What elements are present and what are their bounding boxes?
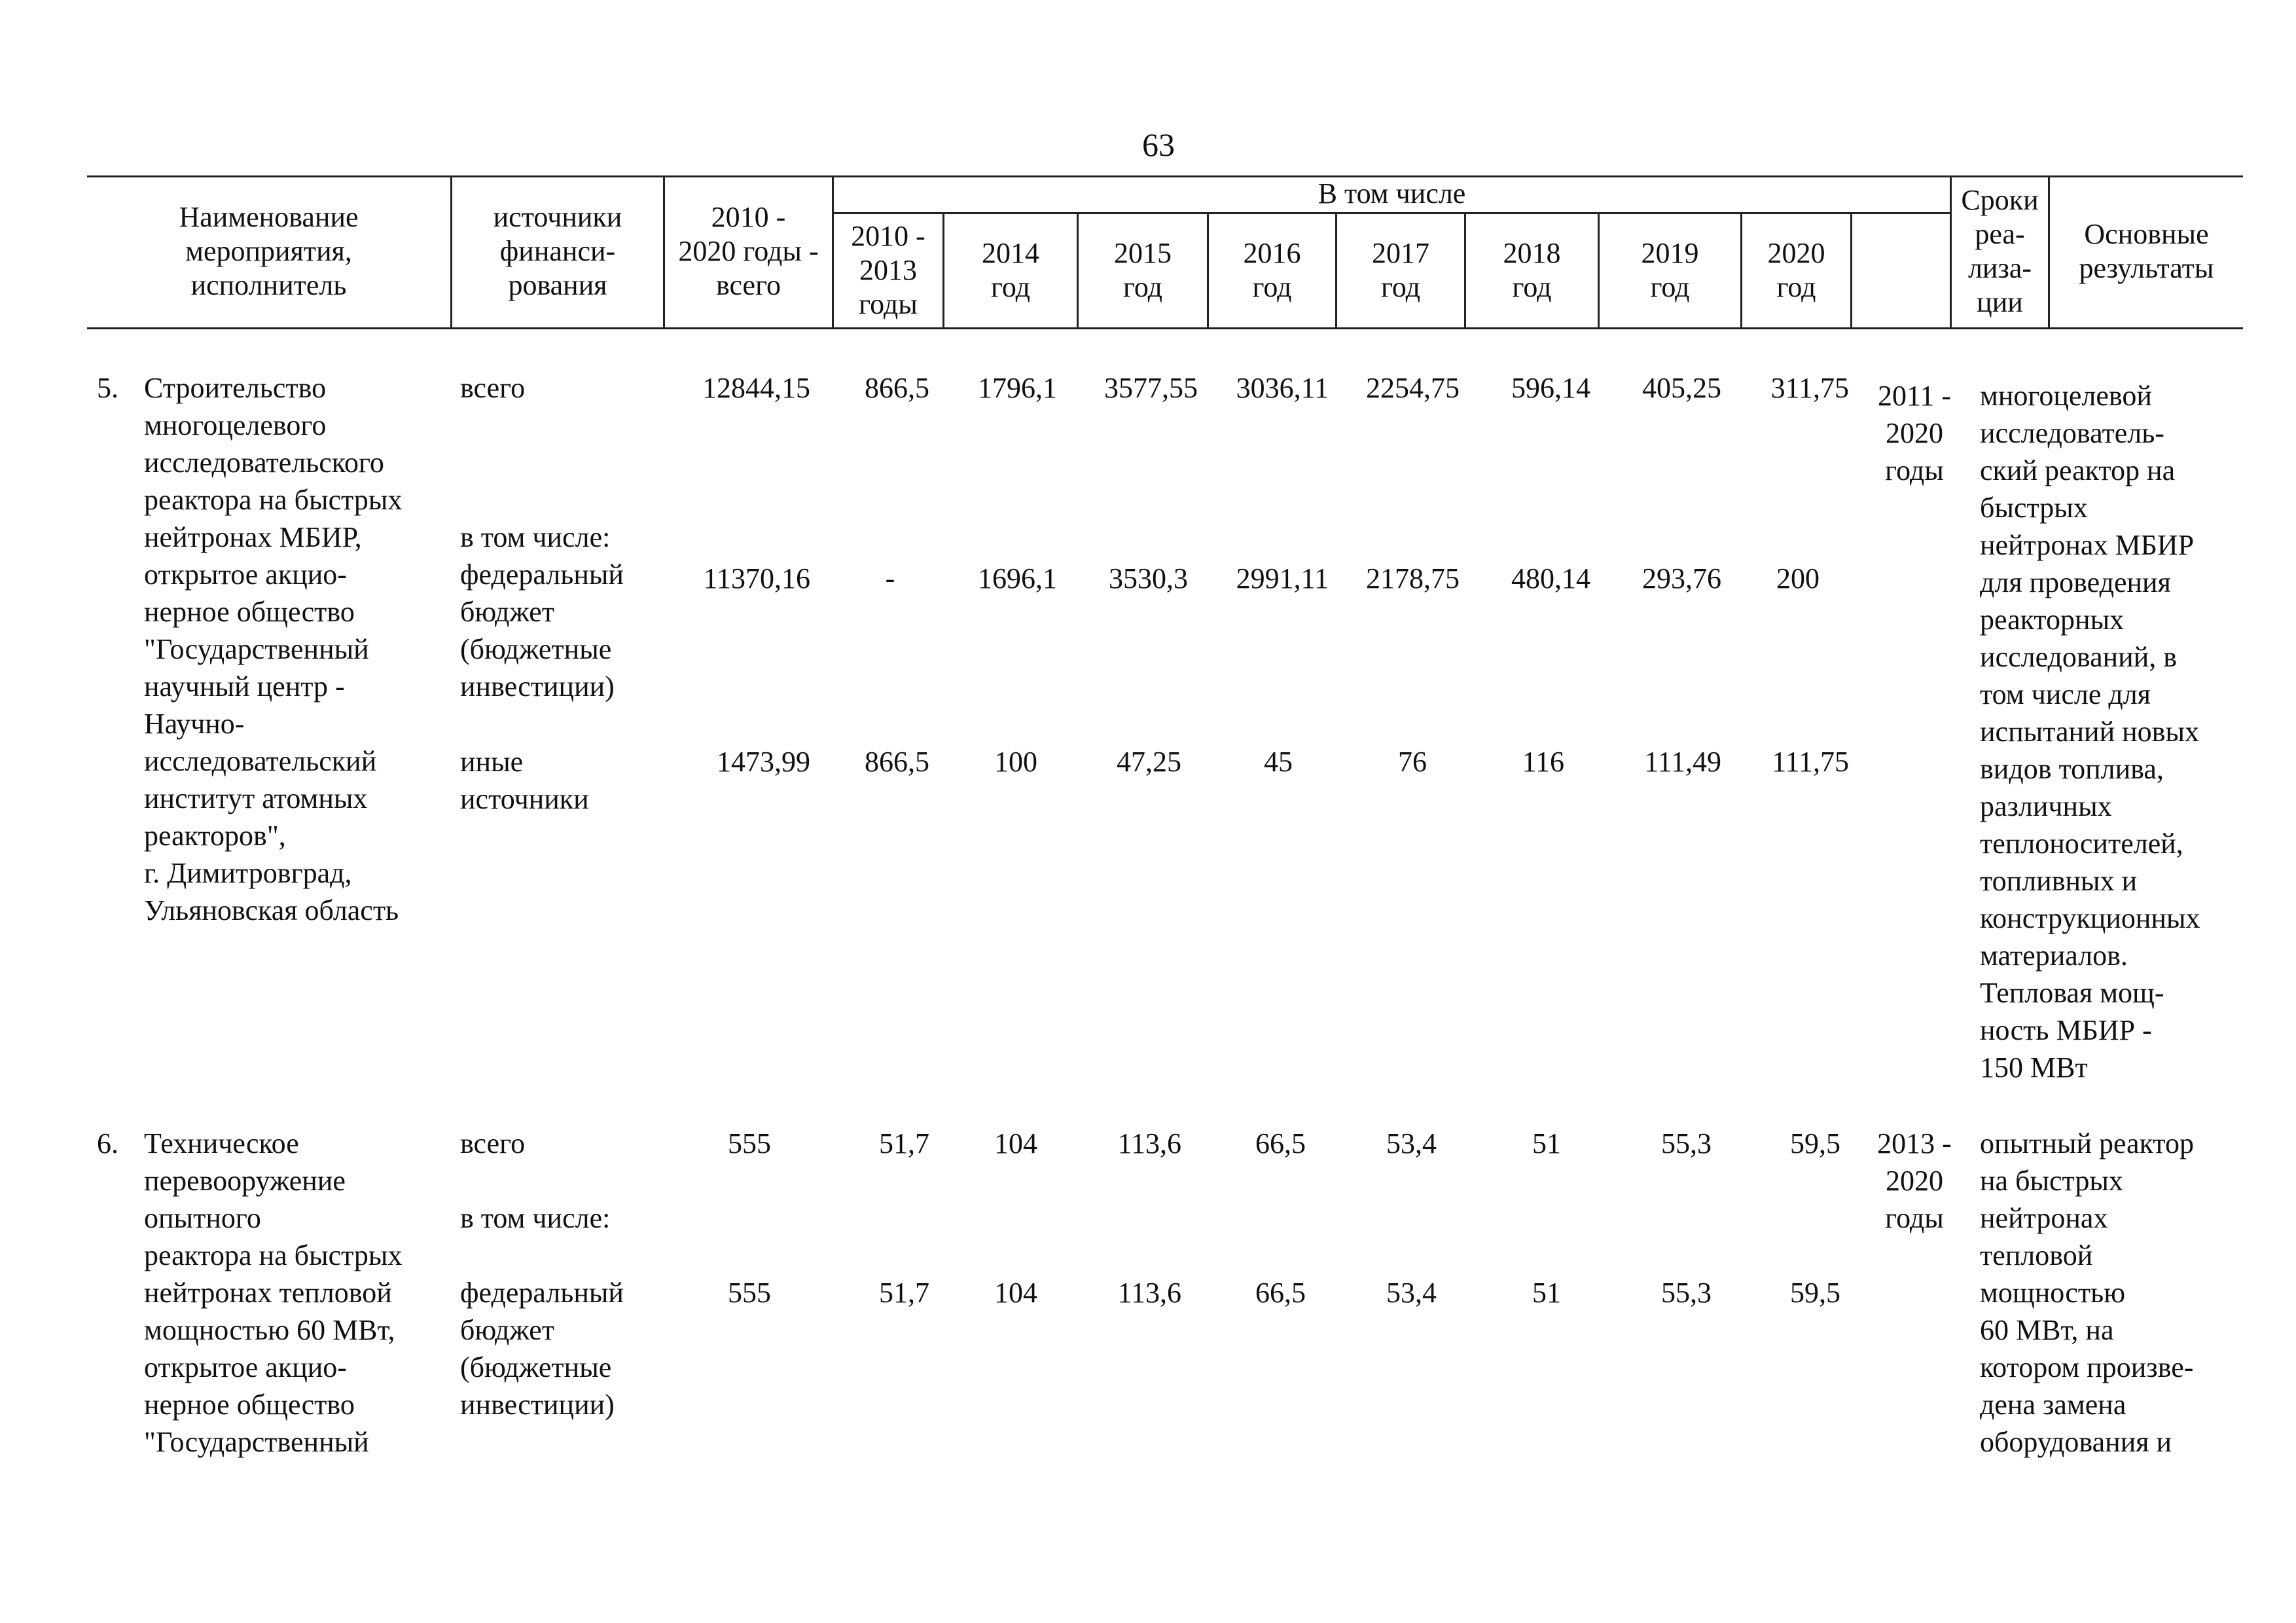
total-value: 1473,99 bbox=[717, 746, 810, 778]
value-2018: 596,14 bbox=[1511, 372, 1590, 404]
total-value: 11370,16 bbox=[703, 562, 810, 594]
header-total: 2010 - 2020 годы - всего bbox=[678, 201, 819, 301]
value-2020: 311,75 bbox=[1770, 372, 1849, 404]
value-2010-2013: 866,5 bbox=[865, 746, 929, 778]
result-text: опытный реактор на быстрых нейтронах тепловой мощностью 60 МВт, на котором произве- дена замена оборудования и bbox=[1980, 1127, 2195, 1458]
source-label: федеральный бюджет (бюджетные инвестиции) bbox=[460, 558, 624, 702]
value-2010-2013: 51,7 bbox=[879, 1127, 929, 1159]
source-label: всего bbox=[460, 1127, 526, 1159]
value-2017: 76 bbox=[1398, 746, 1427, 778]
header-terms: Сроки реа- лиза- ции bbox=[1961, 184, 2039, 318]
source-label: в том числе: bbox=[460, 521, 611, 553]
value-2020: 200 bbox=[1776, 562, 1820, 594]
value-2019: 111,49 bbox=[1644, 746, 1721, 778]
header-year: 2019 год bbox=[1641, 237, 1699, 303]
value-2019: 55,3 bbox=[1661, 1277, 1712, 1309]
source-label: федеральный бюджет (бюджетные инвестиции) bbox=[460, 1277, 624, 1421]
value-2017: 2178,75 bbox=[1366, 562, 1460, 594]
value-2015: 113,6 bbox=[1117, 1277, 1181, 1309]
source-label: всего bbox=[460, 372, 526, 404]
value-2014: 1796,1 bbox=[978, 372, 1057, 404]
value-2018: 51 bbox=[1532, 1127, 1561, 1159]
result-text: многоцелевой исследователь- ский реактор на быстрых нейтронах МБИР для проведения реакторных исследований, в том числе для испытаний новых видов топлива, различных теплоносителей, топливных и конструкционных материалов. Тепловая мощ- ность МБИР - 150 МВт bbox=[1980, 380, 2200, 1084]
value-2017: 53,4 bbox=[1386, 1127, 1437, 1159]
value-2019: 293,76 bbox=[1642, 562, 1721, 594]
value-2016: 66,5 bbox=[1255, 1277, 1306, 1309]
value-2016: 3036,11 bbox=[1236, 372, 1329, 404]
row-name: Техническое перевооружение опытного реактора на быстрых нейтронах тепловой мощностью 60 МВт, открытое акцио- нерное общество "Государственный bbox=[144, 1127, 403, 1458]
row-number: 6. bbox=[97, 1127, 118, 1159]
header-year: 2020 год bbox=[1767, 237, 1825, 303]
row-name: Строительство многоцелевого исследовательского реактора на быстрых нейтронах МБИР, открытое акцио- нерное общество "Государственный научный центр - Научно- исследовательский институт атомных реакторов", г. Димитровград, Ульяновская область bbox=[144, 372, 403, 926]
header-including: В том числе bbox=[1318, 177, 1466, 210]
value-2020: 59,5 bbox=[1790, 1127, 1840, 1159]
header-year: 2017 год bbox=[1372, 237, 1429, 303]
value-2019: 405,25 bbox=[1642, 372, 1721, 404]
header-name: Наименование мероприятия, исполнитель bbox=[179, 201, 359, 301]
header-bottom-rule bbox=[87, 327, 2243, 329]
value-2016: 2991,11 bbox=[1236, 562, 1329, 594]
value-2014: 104 bbox=[994, 1127, 1037, 1159]
value-2015: 3577,55 bbox=[1104, 372, 1198, 404]
value-2014: 100 bbox=[994, 746, 1037, 778]
value-2015: 47,25 bbox=[1117, 746, 1181, 778]
value-2016: 66,5 bbox=[1255, 1127, 1306, 1159]
header-divider bbox=[1850, 212, 1852, 329]
total-value: 555 bbox=[728, 1277, 771, 1309]
term-text: 2013 - 2020 годы bbox=[1877, 1127, 1952, 1234]
value-2015: 113,6 bbox=[1117, 1127, 1181, 1159]
value-2014: 104 bbox=[994, 1277, 1037, 1309]
value-2014: 1696,1 bbox=[978, 562, 1057, 594]
value-2020: 111,75 bbox=[1772, 746, 1849, 778]
total-value: 555 bbox=[728, 1127, 771, 1159]
value-2017: 2254,75 bbox=[1366, 372, 1460, 404]
total-value: 12844,15 bbox=[702, 372, 810, 404]
value-2018: 51 bbox=[1532, 1277, 1561, 1309]
value-2010-2013: 51,7 bbox=[879, 1277, 929, 1309]
header-year: 2016 год bbox=[1243, 237, 1301, 303]
page-number: 63 bbox=[1142, 126, 1175, 163]
value-2018: 480,14 bbox=[1511, 562, 1590, 594]
row-number: 5. bbox=[97, 372, 118, 404]
value-2019: 55,3 bbox=[1661, 1127, 1712, 1159]
header-results: Основные результаты bbox=[2079, 218, 2214, 284]
header-year: 2015 год bbox=[1114, 237, 1172, 303]
header-source: источники финанси- рования bbox=[493, 201, 622, 301]
source-label: иные источники bbox=[460, 746, 589, 815]
term-text: 2011 - 2020 годы bbox=[1877, 380, 1952, 486]
table-header bbox=[87, 175, 2243, 339]
value-2018: 116 bbox=[1522, 746, 1564, 778]
header-year: 2018 год bbox=[1503, 237, 1561, 303]
value-2010-2013: 866,5 bbox=[865, 372, 929, 404]
value-2015: 3530,3 bbox=[1109, 562, 1188, 594]
value-2020: 59,5 bbox=[1790, 1277, 1840, 1309]
value-2017: 53,4 bbox=[1386, 1277, 1437, 1309]
header-year: 2014 год bbox=[982, 237, 1039, 303]
value-2010-2013: - bbox=[885, 562, 895, 594]
source-label: в том числе: bbox=[460, 1202, 611, 1234]
value-2016: 45 bbox=[1264, 746, 1293, 778]
header-year: 2010 - 2013 годы bbox=[851, 220, 925, 320]
